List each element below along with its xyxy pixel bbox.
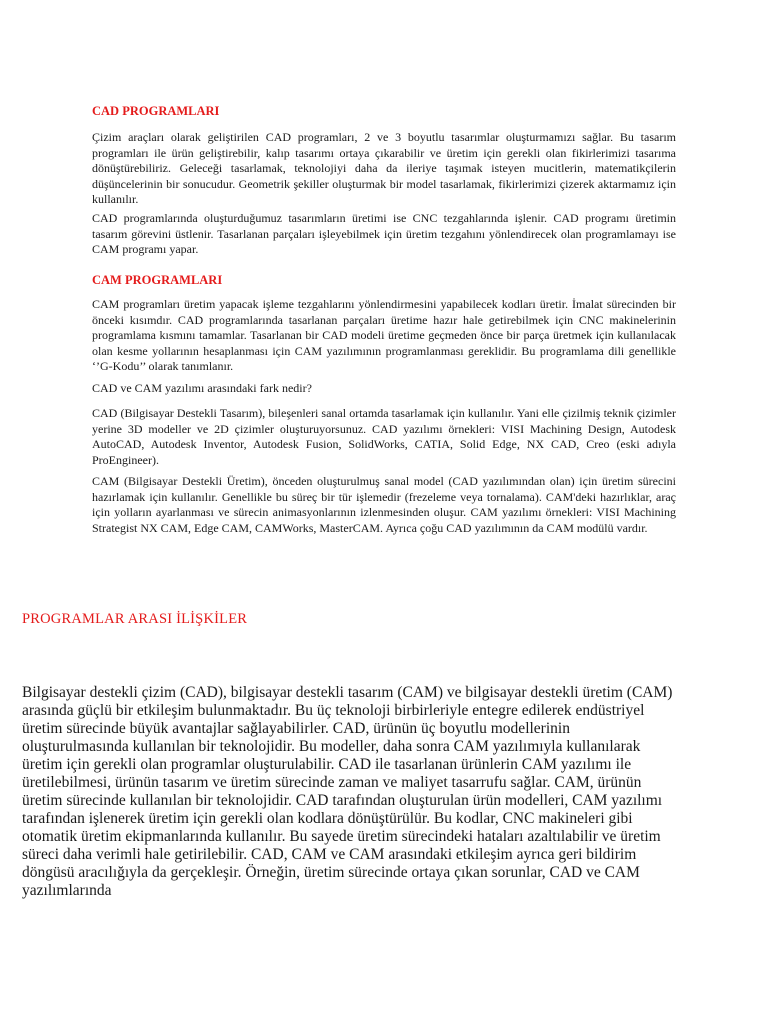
cad-production-paragraph: CAD programlarında oluşturduğumuz tasarımların üretimi ise CNC tezgahlarında işlenir. CAD programı üretimin tasarım görevini üstlenir. Tasarlanan parçaları işleyebilmek için üretim tezgahını yönlendirecek olan programlamayı ise CAM programı yapar.	[92, 211, 676, 256]
cad-intro-paragraph: Çizim araçları olarak geliştirilen CAD programları, 2 ve 3 boyutlu tasarımlar oluşturmamızı sağlar. Bu tasarım programları ile ürün geliştirebilir, kalıp tasarımı ortaya çıkarabilir ve üretim için gerekli olan fikirlerimizi tasarıma dönüştürebiliriz. Geleceği tasarlamak, teknolojiyi daha da ileriye taşımak isteyen mucitlerin, matematikçilerin düşüncelerinin bir sonucudur. Geometrik şekiller oluşturmak bir model tasarlamak, fikirlerimizi çizerek aktarmamız için kullanılır.	[92, 130, 676, 206]
cam-programs-heading: CAM PROGRAMLARI	[92, 273, 223, 287]
relations-body-paragraph: Bilgisayar destekli çizim (CAD), bilgisayar destekli tasarım (CAM) ve bilgisayar destekli üretim (CAM) arasında güçlü bir etkileşim bulunmaktadır. Bu üç teknoloji birbirleriyle entegre edilerek endüstriyel üretim sürecinde büyük avantajlar sağlayabilirler. CAD, ürünün üç boyutlu modellerinin oluşturulmasında kullanılan bir teknolojidir. Bu modeller, daha sonra CAM yazılımıyla kullanılarak üretim için gerekli olan programlar oluşturulabilir. CAD ile tasarlanan ürünlerin CAM yazılımı ile üretilebilmesi, ürünün tasarım ve üretim sürecinde zaman ve maliyet tasarrufu sağlar. CAM, ürünün üretim sürecinde kullanılan bir teknolojidir. CAD tarafından oluşturulan ürün modelleri, CAM yazılımı tarafından işlenerek üretim için gerekli olan kodlara dönüştürülür. Bu kodlar, CNC makineleri gibi otomatik üretim ekipmanlarında kullanılır. Bu sayede üretim sürecindeki hataları azaltılabilir ve üretim süreci daha verimli hale getirilebilir. CAD, CAM ve CAM arasındaki etkileşim ayrıca geri bildirim döngüsü aracılığıyla da gerçekleşir. Örneğin, üretim sürecinde ortaya çıkan sorunlar, CAD ve CAM yazılımlarında	[22, 684, 673, 899]
cad-cam-difference-question: CAD ve CAM yazılımı arasındaki fark nedir?	[92, 381, 312, 395]
cad-programs-heading: CAD PROGRAMLARI	[92, 104, 220, 118]
cam-definition-paragraph: CAM (Bilgisayar Destekli Üretim), önceden oluşturulmuş sanal model (CAD yazılımından olan) için üretim sürecini hazırlamak için kullanılır. Genellikle bu süreç bir tür işlemedir (frezeleme veya tornalama). CAM'deki hazırlıklar, araç için yolların ayarlanması ve sürecin animasyonlarının izlenmesinden oluşur. CAM yazılımı örnekleri: VISI Machining Strategist NX CAM, Edge CAM, CAMWorks, MasterCAM. Ayrıca çoğu CAD yazılımının da CAM modülü vardır.	[92, 474, 676, 535]
relations-heading: PROGRAMLAR ARASI İLİŞKİLER	[22, 611, 248, 627]
cad-definition-paragraph: CAD (Bilgisayar Destekli Tasarım), bileşenleri sanal ortamda tasarlamak için kullanılır. Yani elle çizilmiş teknik çizimler yerine 3D modeller ve 2D çizimler oluşturuyorsunuz. CAD yazılımı örnekleri: VISI Machining Design, Autodesk AutoCAD, Autodesk Inventor, Autodesk Fusion, SolidWorks, CATIA, Solid Edge, NX CAD, Creo (eski adıyla ProEngineer).	[92, 406, 676, 467]
cam-intro-paragraph: CAM programları üretim yapacak işleme tezgahlarını yönlendirmesini yapabilecek kodları üretir. İmalat sürecinden bir önceki kısımdır. CAD programlarında tasarlanan parçaları üretime hazır hale getirebilmek için CNC makinelerinin programlama kısmını tamamlar. Tasarlanan bir CAD modeli üretime geçmeden önce bir parça üretmek için kullanılacak olan kesme yollarının hesaplanması için CAM yazılımının programlanması gereklidir. Bu programlama dili genellikle ‘’G-Kodu’’ olarak tanımlanır.	[92, 297, 676, 373]
